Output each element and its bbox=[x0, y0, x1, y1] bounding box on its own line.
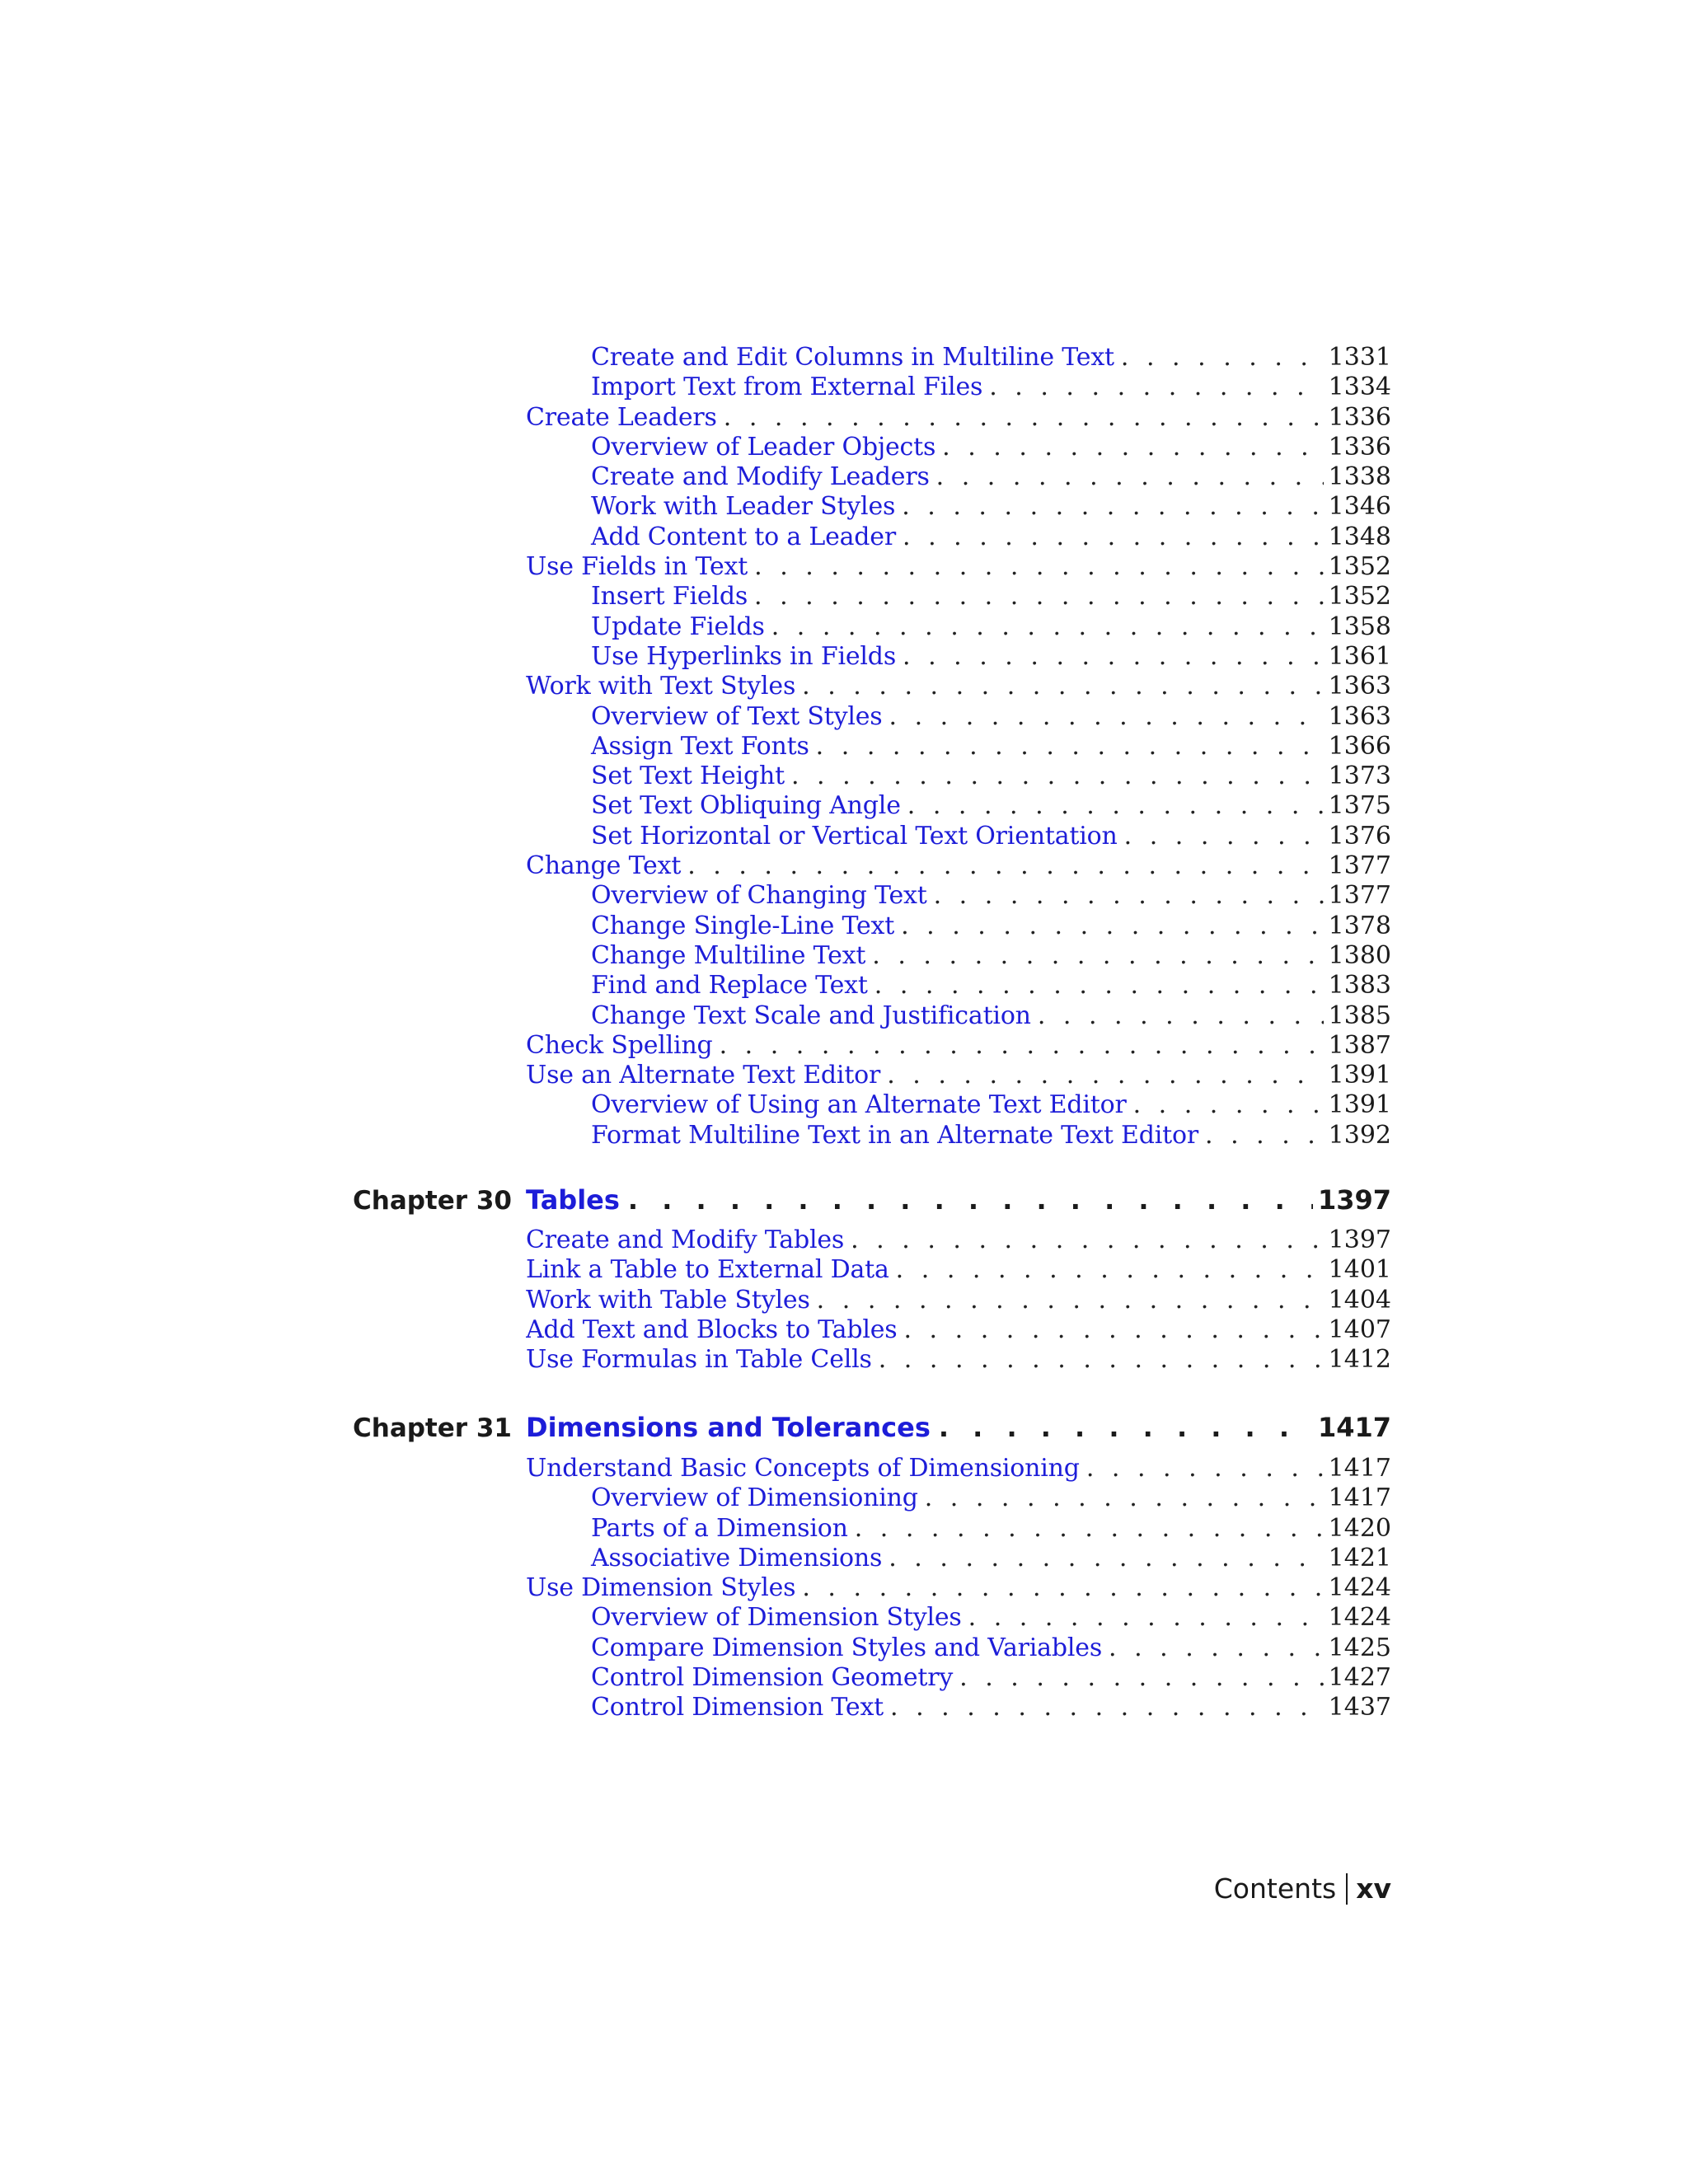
toc-entry-link[interactable]: Use Hyperlinks in Fields bbox=[591, 641, 897, 671]
dot-leader bbox=[989, 373, 1323, 402]
toc-entry-link[interactable]: Assign Text Fonts bbox=[591, 731, 809, 761]
toc-entry-link[interactable]: Overview of Leader Objects bbox=[591, 432, 936, 462]
toc-entry bbox=[526, 433, 1391, 462]
toc-entry bbox=[526, 492, 1391, 522]
dot-leader bbox=[903, 642, 1324, 672]
toc-chapter-31-entries bbox=[526, 1454, 1391, 1723]
dot-leader bbox=[959, 1663, 1324, 1693]
toc-entry-link[interactable]: Overview of Using an Alternate Text Editor bbox=[591, 1090, 1127, 1120]
toc-entry-link[interactable]: Understand Basic Concepts of Dimensioning bbox=[526, 1454, 1080, 1483]
toc-entry-page-number: 1334 bbox=[1328, 373, 1391, 402]
chapter-31-page-number: 1417 bbox=[1317, 1412, 1391, 1443]
toc-entry-page-number: 1427 bbox=[1328, 1663, 1391, 1693]
toc-entry bbox=[526, 1603, 1391, 1633]
dot-leader bbox=[901, 912, 1324, 941]
toc-entry bbox=[526, 1693, 1391, 1722]
toc-entry-link[interactable]: Compare Dimension Styles and Variables bbox=[591, 1633, 1103, 1662]
dot-leader bbox=[1205, 1121, 1324, 1151]
dot-leader bbox=[874, 971, 1324, 1001]
toc-entry-link[interactable]: Use Formulas in Table Cells bbox=[526, 1345, 872, 1375]
dot-leader bbox=[1124, 822, 1324, 851]
toc-entry-link[interactable]: Overview of Text Styles bbox=[591, 701, 883, 731]
dot-leader bbox=[1109, 1633, 1324, 1663]
dot-leader bbox=[942, 433, 1323, 462]
toc-entry-page-number: 1437 bbox=[1328, 1693, 1391, 1722]
toc-entry-page-number: 1363 bbox=[1328, 701, 1391, 731]
toc-entry-page-number: 1424 bbox=[1328, 1573, 1391, 1603]
toc-entry bbox=[526, 1031, 1391, 1061]
dot-leader bbox=[802, 672, 1323, 701]
toc-entry bbox=[526, 462, 1391, 492]
dot-leader bbox=[771, 612, 1324, 642]
chapter-31-title-link[interactable]: Dimensions and Tolerances bbox=[526, 1412, 931, 1443]
toc-entry-link[interactable]: Control Dimension Text bbox=[591, 1693, 884, 1722]
toc-entry bbox=[526, 343, 1391, 373]
chapter-30-page-number: 1397 bbox=[1317, 1184, 1391, 1216]
toc-entry-page-number: 1378 bbox=[1328, 911, 1391, 940]
toc-entry-page-number: 1338 bbox=[1328, 462, 1391, 492]
toc-entry bbox=[526, 912, 1391, 941]
toc-entry-page-number: 1352 bbox=[1328, 552, 1391, 582]
toc-entry-page-number: 1417 bbox=[1328, 1483, 1391, 1513]
dot-leader bbox=[872, 941, 1323, 971]
toc-entry-link[interactable]: Overview of Changing Text bbox=[591, 881, 927, 911]
toc-entry-page-number: 1392 bbox=[1328, 1120, 1391, 1150]
dot-leader bbox=[968, 1603, 1324, 1633]
toc-entry-link[interactable]: Use Dimension Styles bbox=[526, 1573, 796, 1603]
dot-leader bbox=[889, 1544, 1323, 1573]
toc-chapter-30-entries bbox=[526, 1226, 1391, 1375]
dot-leader bbox=[1038, 1001, 1324, 1031]
dot-leader bbox=[889, 702, 1324, 732]
dot-leader bbox=[936, 462, 1324, 492]
dot-leader bbox=[817, 1286, 1324, 1315]
chapter-31-label: Chapter 31 bbox=[353, 1413, 512, 1443]
dot-leader bbox=[925, 1483, 1324, 1513]
toc-entry-link[interactable]: Add Text and Blocks to Tables bbox=[526, 1315, 898, 1344]
chapter-30-label: Chapter 30 bbox=[353, 1186, 512, 1216]
toc-entry-link[interactable]: Work with Text Styles bbox=[526, 672, 796, 701]
dot-leader bbox=[907, 791, 1324, 821]
toc-entry-link[interactable]: Work with Table Styles bbox=[526, 1285, 810, 1315]
toc-entry-link[interactable]: Insert Fields bbox=[591, 582, 748, 612]
toc-entry-page-number: 1373 bbox=[1328, 762, 1391, 791]
toc-entry bbox=[526, 642, 1391, 672]
toc-entry-link[interactable]: Check Spelling bbox=[526, 1030, 713, 1060]
toc-entry-link[interactable]: Find and Replace Text bbox=[591, 971, 868, 1001]
dot-leader bbox=[902, 492, 1323, 522]
dot-leader bbox=[855, 1514, 1324, 1544]
page-footer bbox=[1137, 1872, 1391, 1905]
toc-section-a bbox=[526, 343, 1391, 1151]
toc-entry-link[interactable]: Use Fields in Text bbox=[526, 552, 748, 582]
toc-entry-page-number: 1348 bbox=[1328, 522, 1391, 551]
toc-entry-page-number: 1363 bbox=[1328, 672, 1391, 701]
toc-entry bbox=[526, 1573, 1391, 1603]
dot-leader bbox=[802, 1573, 1323, 1603]
toc-entry-page-number: 1366 bbox=[1328, 731, 1391, 761]
toc-entry-link[interactable]: Parts of a Dimension bbox=[591, 1513, 848, 1543]
toc-entry-page-number: 1385 bbox=[1328, 1001, 1391, 1030]
toc-entry-link[interactable]: Change Text Scale and Justification bbox=[591, 1001, 1031, 1030]
dot-leader bbox=[896, 1255, 1324, 1285]
toc-entry-link[interactable]: Work with Leader Styles bbox=[591, 492, 896, 522]
dot-leader bbox=[934, 881, 1324, 911]
toc-entry-page-number: 1336 bbox=[1328, 432, 1391, 462]
toc-entry bbox=[526, 1514, 1391, 1544]
toc-entry-link[interactable]: Create and Edit Columns in Multiline Text bbox=[591, 343, 1114, 372]
toc-entry bbox=[526, 762, 1391, 791]
toc-entry bbox=[526, 1345, 1391, 1375]
toc-entry bbox=[526, 1544, 1391, 1573]
toc-entry-link[interactable]: Set Text Height bbox=[591, 762, 785, 791]
toc-entry-link[interactable]: Change Single-Line Text bbox=[591, 911, 895, 940]
toc-entry-page-number: 1346 bbox=[1328, 492, 1391, 522]
toc-entry bbox=[526, 672, 1391, 701]
toc-entry-link[interactable]: Change Text bbox=[526, 851, 682, 881]
toc-entry-link[interactable]: Create Leaders bbox=[526, 402, 717, 432]
dot-leader bbox=[754, 582, 1324, 612]
dot-leader bbox=[816, 732, 1324, 762]
toc-entry-page-number: 1336 bbox=[1328, 402, 1391, 432]
toc-entry bbox=[526, 702, 1391, 732]
toc-entry-link[interactable]: Add Content to a Leader bbox=[591, 522, 897, 551]
toc-entry-link[interactable]: Link a Table to External Data bbox=[526, 1255, 889, 1285]
dot-leader bbox=[879, 1345, 1324, 1375]
toc-entry-page-number: 1375 bbox=[1328, 791, 1391, 821]
toc-entry-link[interactable]: Create and Modify Tables bbox=[526, 1226, 845, 1254]
toc-entry bbox=[526, 373, 1391, 402]
dot-leader bbox=[687, 851, 1323, 881]
toc-entry bbox=[526, 1483, 1391, 1513]
dot-leader bbox=[903, 523, 1324, 552]
toc-entry-page-number: 1387 bbox=[1328, 1030, 1391, 1060]
toc-entry bbox=[526, 941, 1391, 971]
toc-entry-page-number: 1421 bbox=[1328, 1543, 1391, 1572]
toc-entry-link[interactable]: Set Horizontal or Vertical Text Orientation bbox=[591, 821, 1118, 851]
toc-entry bbox=[526, 881, 1391, 911]
dot-leader bbox=[791, 762, 1324, 791]
toc-entry bbox=[526, 1001, 1391, 1031]
toc-entry bbox=[526, 552, 1391, 582]
toc-entry-page-number: 1425 bbox=[1328, 1633, 1391, 1662]
footer-label: Contents bbox=[1213, 1872, 1337, 1905]
toc-entry bbox=[526, 1633, 1391, 1663]
toc-entry bbox=[526, 822, 1391, 851]
toc-entry bbox=[526, 403, 1391, 433]
toc-entry-link[interactable]: Update Fields bbox=[591, 612, 765, 641]
toc-entry bbox=[526, 971, 1391, 1001]
dot-leader bbox=[851, 1226, 1324, 1255]
toc-entry bbox=[526, 1286, 1391, 1315]
toc-entry bbox=[526, 1663, 1391, 1693]
toc-entry-link[interactable]: Import Text from External Files bbox=[591, 373, 983, 402]
dot-leader bbox=[1086, 1454, 1324, 1483]
footer-divider bbox=[1346, 1873, 1348, 1905]
toc-entry-link[interactable]: Control Dimension Geometry bbox=[591, 1663, 954, 1693]
dot-leader bbox=[903, 1315, 1323, 1345]
toc-entry bbox=[526, 582, 1391, 612]
toc-entry-page-number: 1407 bbox=[1328, 1315, 1391, 1344]
chapter-31-dot-leader bbox=[939, 1412, 1313, 1443]
toc-entry-page-number: 1424 bbox=[1328, 1603, 1391, 1633]
toc-entry bbox=[526, 1061, 1391, 1090]
toc-entry bbox=[526, 851, 1391, 881]
chapter-30-title-link[interactable]: Tables bbox=[526, 1184, 620, 1216]
toc-entry bbox=[526, 1454, 1391, 1483]
footer-page-number: xv bbox=[1356, 1872, 1391, 1905]
toc-entry-page-number: 1417 bbox=[1328, 1454, 1391, 1483]
toc-entry-link[interactable]: Change Multiline Text bbox=[591, 940, 866, 970]
toc-entry-page-number: 1331 bbox=[1328, 343, 1391, 372]
toc-entry-page-number: 1420 bbox=[1328, 1513, 1391, 1543]
toc-entry-page-number: 1391 bbox=[1328, 1061, 1391, 1090]
toc-entry-page-number: 1380 bbox=[1328, 940, 1391, 970]
dot-leader bbox=[890, 1693, 1324, 1722]
toc-entry bbox=[526, 1226, 1391, 1255]
toc-entry bbox=[526, 612, 1391, 642]
toc-entry bbox=[526, 1255, 1391, 1285]
toc-entry-page-number: 1401 bbox=[1328, 1255, 1391, 1285]
chapter-30-dot-leader bbox=[628, 1184, 1313, 1216]
dot-leader bbox=[1133, 1090, 1324, 1120]
toc-entry-link[interactable]: Create and Modify Leaders bbox=[591, 462, 930, 492]
toc-entry bbox=[526, 1121, 1391, 1151]
dot-leader bbox=[754, 552, 1324, 582]
toc-entry bbox=[526, 1090, 1391, 1120]
toc-entry-page-number: 1383 bbox=[1328, 971, 1391, 1001]
dot-leader bbox=[720, 1031, 1324, 1061]
toc-entry-link[interactable]: Overview of Dimension Styles bbox=[591, 1603, 962, 1633]
toc-entry-page-number: 1404 bbox=[1328, 1285, 1391, 1315]
toc-entry-page-number: 1377 bbox=[1328, 851, 1391, 881]
chapter-30-heading bbox=[353, 1184, 1391, 1221]
toc-entry-link[interactable]: Associative Dimensions bbox=[591, 1543, 883, 1572]
toc-entry-link[interactable]: Set Text Obliquing Angle bbox=[591, 791, 901, 821]
toc-entry bbox=[526, 523, 1391, 552]
toc-entry-page-number: 1376 bbox=[1328, 821, 1391, 851]
toc-entry bbox=[526, 1315, 1391, 1345]
toc-entry bbox=[526, 732, 1391, 762]
toc-entry-page-number: 1361 bbox=[1328, 641, 1391, 671]
toc-entry-page-number: 1358 bbox=[1328, 612, 1391, 641]
dot-leader bbox=[1121, 343, 1324, 373]
toc-entry-link[interactable]: Overview of Dimensioning bbox=[591, 1483, 918, 1513]
toc-entry-page-number: 1391 bbox=[1328, 1090, 1391, 1120]
dot-leader bbox=[887, 1061, 1323, 1090]
toc-entry-page-number: 1377 bbox=[1328, 881, 1391, 911]
toc-entry-link[interactable]: Format Multiline Text in an Alternate Text Editor bbox=[591, 1120, 1198, 1150]
dot-leader bbox=[724, 403, 1324, 433]
chapter-31-heading bbox=[353, 1412, 1391, 1448]
toc-entry-link[interactable]: Use an Alternate Text Editor bbox=[526, 1061, 881, 1090]
toc-entry-page-number: 1352 bbox=[1328, 582, 1391, 612]
toc-entry-page-number: 1397 bbox=[1328, 1226, 1391, 1254]
toc-entry-page-number: 1412 bbox=[1328, 1345, 1391, 1375]
toc-entry bbox=[526, 791, 1391, 821]
